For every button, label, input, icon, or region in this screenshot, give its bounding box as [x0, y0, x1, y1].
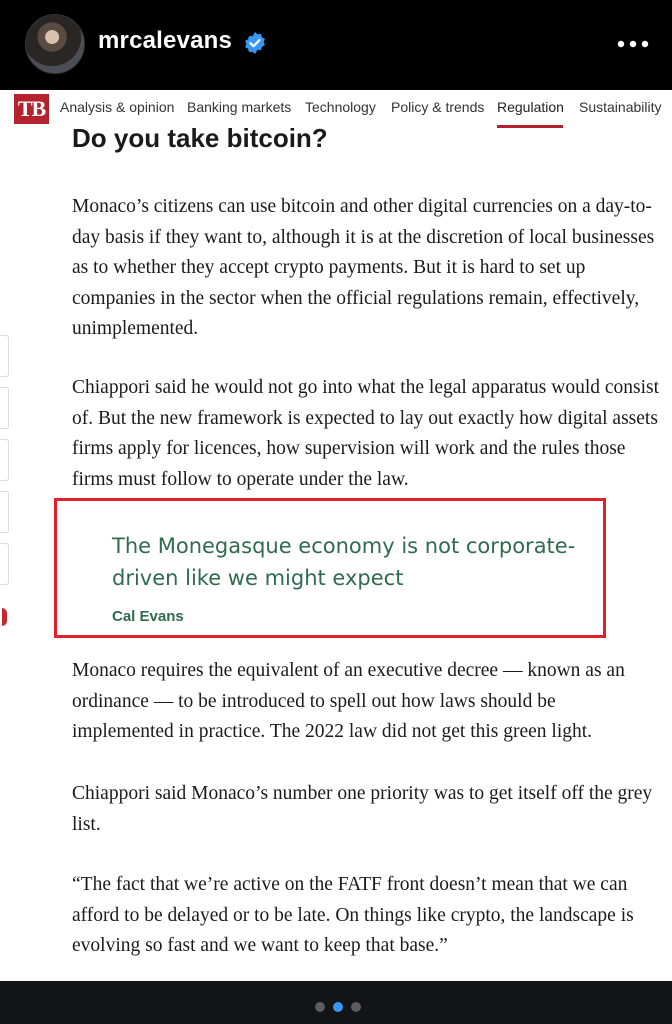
nav-regulation[interactable]: Regulation [497, 99, 564, 115]
nav-policy-trends[interactable]: Policy & trends [391, 99, 485, 115]
article-paragraph: Monaco requires the equivalent of an executive decree — known as an ordinance — to be introduced to spell out how laws should be implemented in practice. The 2022 law did not get this green light. [72, 660, 625, 742]
page-edge-guide [0, 335, 9, 377]
active-nav-indicator [497, 125, 563, 128]
article-paragraph: Monaco’s citizens can use bitcoin and other digital currencies on a day-to-day basis if they want to, although it is at the discretion of local businesses as to whether they accept crypto payments. But it is hard to set up companies in the sector when the official regulations remain, effectively, unimplemented. [72, 196, 655, 339]
nav-sustainability[interactable]: Sustainability [579, 99, 662, 115]
article-paragraph: Chiappori said Monaco’s number one priority was to get itself off the grey list. [72, 783, 653, 835]
article-paragraph: Chiappori said he would not go into what the legal apparatus would consist of. But the new framework is expected to lay out exactly how digital assets firms apply for licences, how supervision will work and the rules those firms must follow to operate under the law. [72, 377, 660, 490]
site-logo[interactable]: TB [14, 94, 49, 124]
carousel-dot-active[interactable] [333, 1002, 343, 1012]
more-horizontal-icon[interactable] [613, 30, 653, 58]
page-edge-guide [0, 543, 9, 585]
page-edge-guide [0, 439, 9, 481]
verified-badge-icon [243, 31, 267, 55]
carousel-dot[interactable] [315, 1002, 325, 1012]
page-edge-guide [0, 387, 9, 429]
profile-avatar[interactable] [25, 14, 85, 74]
nav-analysis-opinion[interactable]: Analysis & opinion [60, 99, 175, 115]
pull-quote-text: The Monegasque economy is not corporate-driven like we might expect [112, 534, 576, 590]
page-edge-marker [2, 608, 7, 626]
article-heading: Do you take bitcoin? [72, 123, 328, 153]
page-edge-guide [0, 491, 9, 533]
pull-quote-author: Cal Evans [112, 608, 184, 625]
username[interactable]: mrcalevans [98, 27, 233, 54]
carousel-dot[interactable] [351, 1002, 361, 1012]
article-paragraph: “The fact that we’re active on the FATF front doesn’t mean that we can afford to be delayed or to be late. On things like crypto, the landscape is evolving so fast and we want to keep that base.” [72, 874, 634, 956]
nav-technology[interactable]: Technology [305, 99, 376, 115]
nav-banking-markets[interactable]: Banking markets [187, 99, 292, 115]
